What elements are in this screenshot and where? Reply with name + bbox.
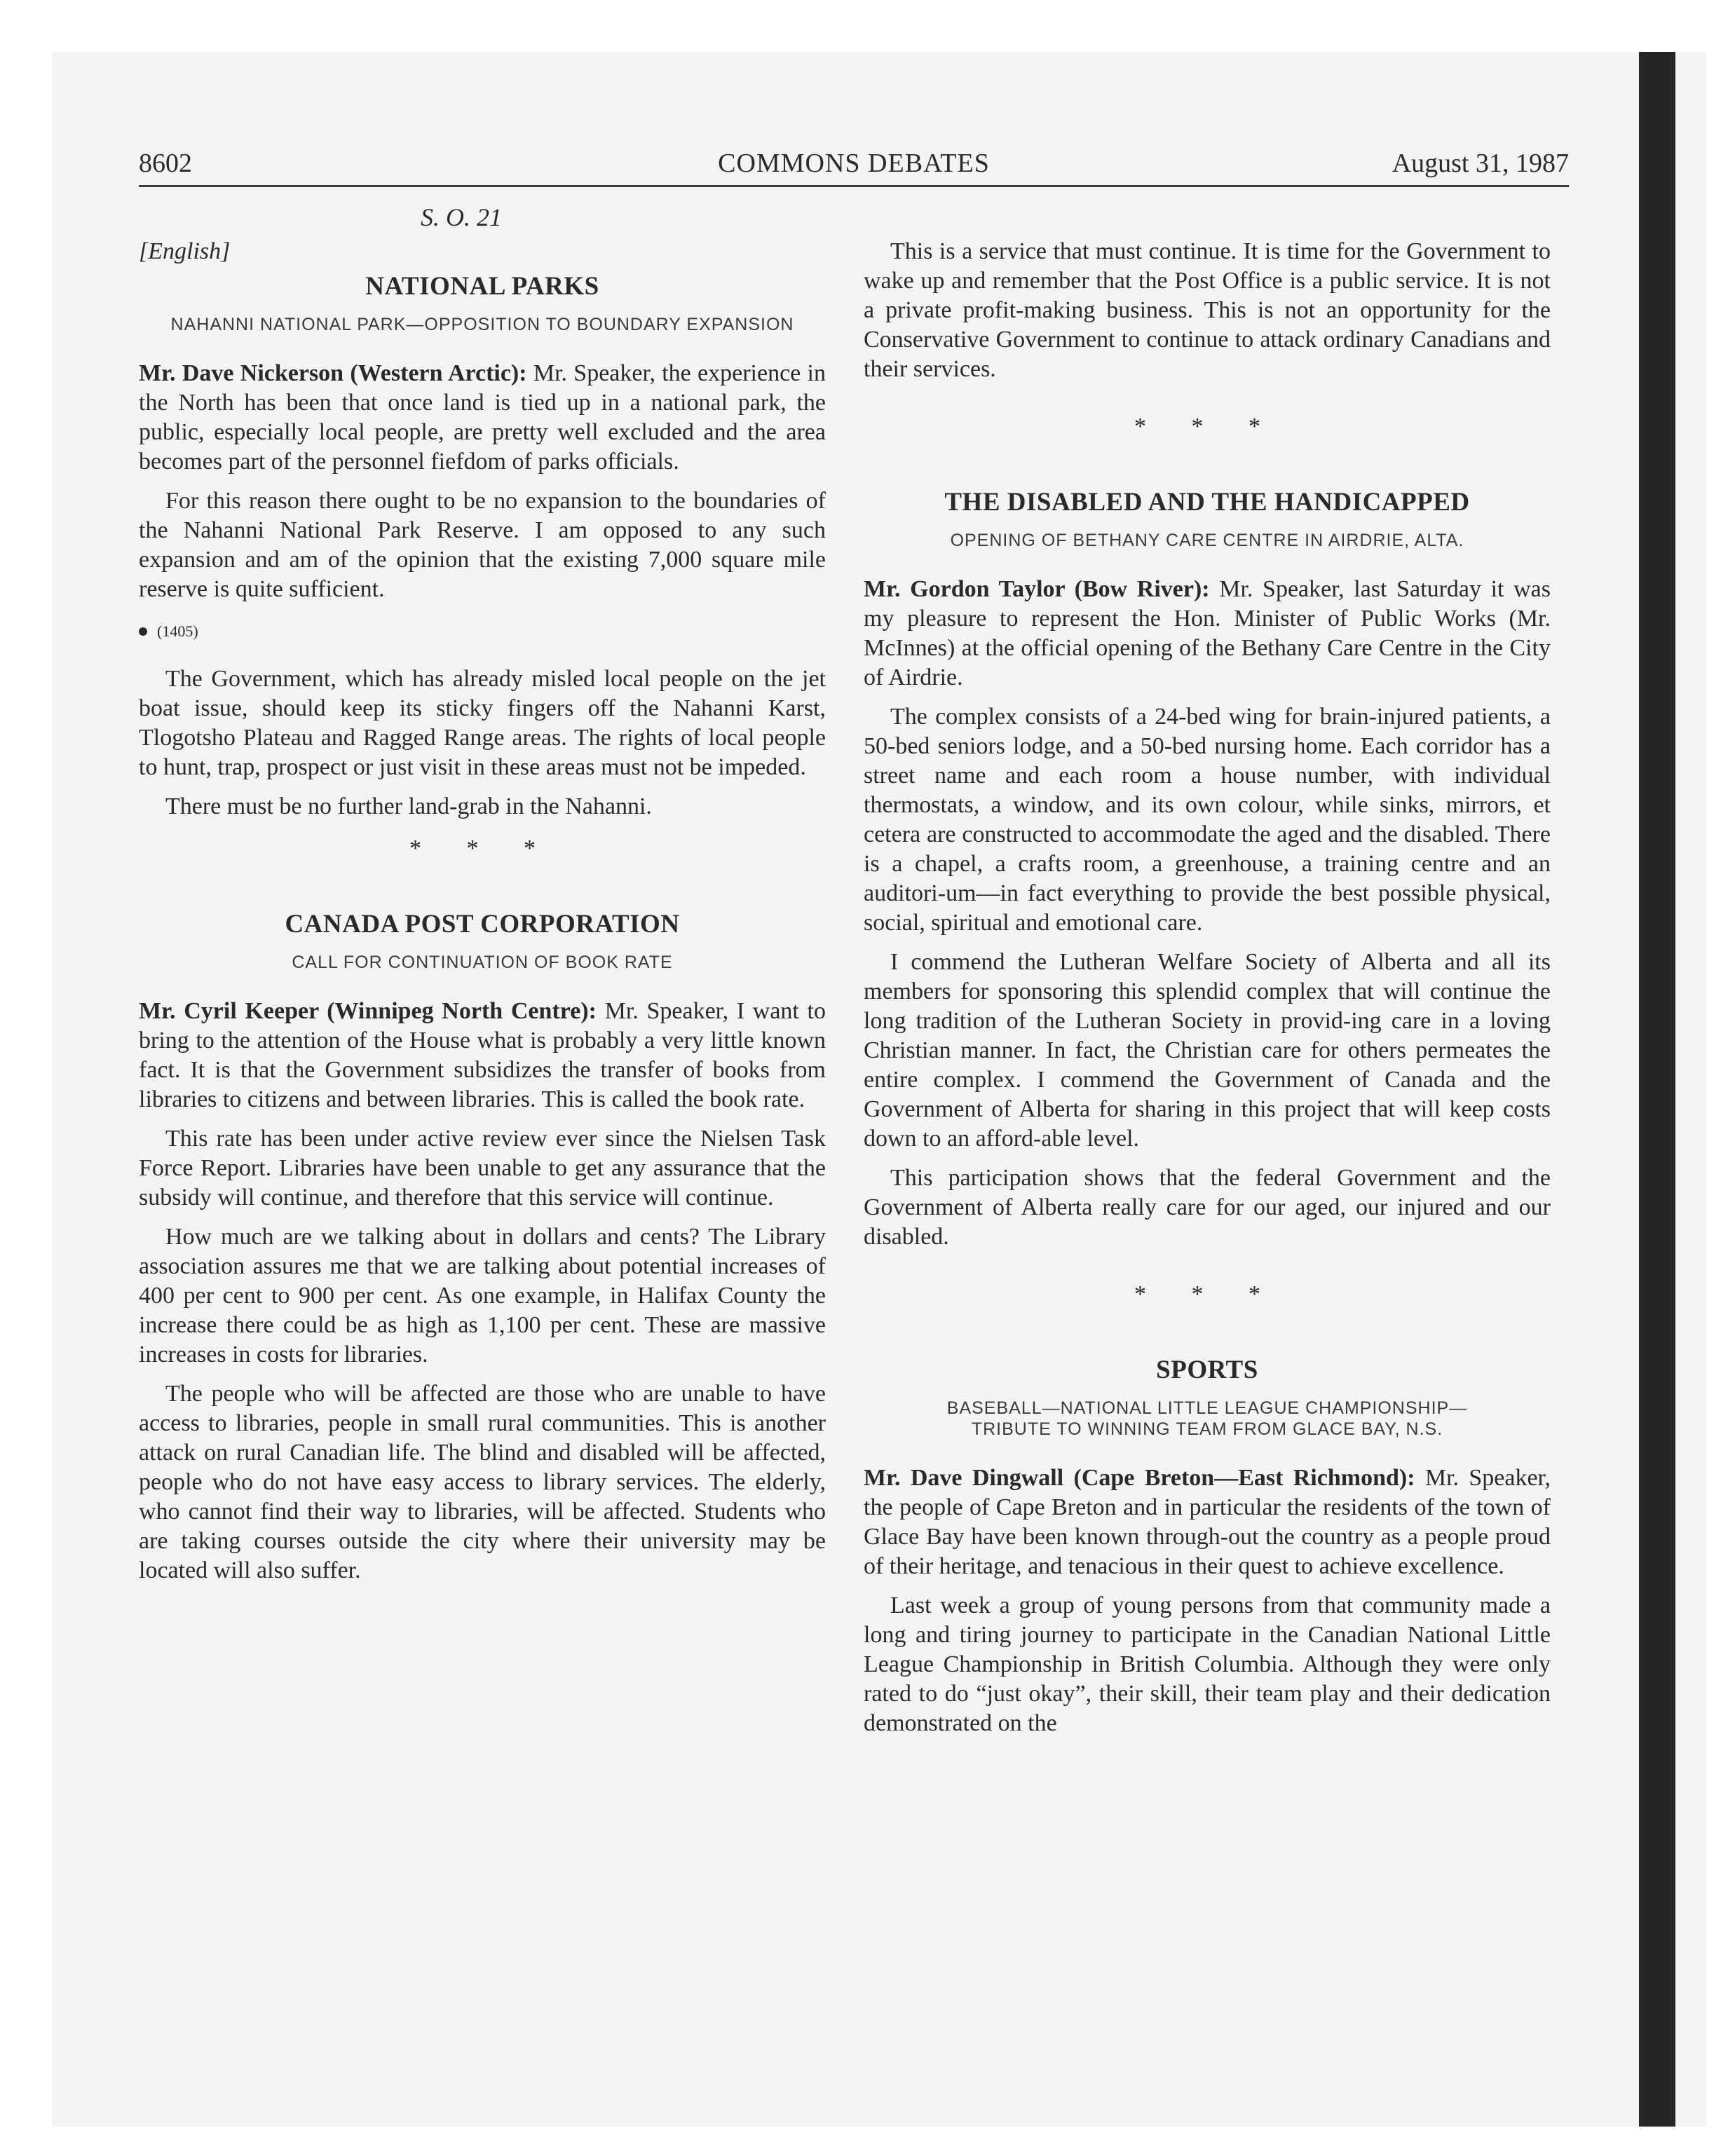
language-label: [English] xyxy=(139,238,231,264)
section-title-disabled: THE DISABLED AND THE HANDICAPPED xyxy=(944,488,1470,517)
section-separator: * * * xyxy=(409,835,555,861)
statement-paragraph xyxy=(864,575,1551,692)
statement-paragraph: How much are we talking about in dollars and cents? The Library association assures me that we are talking about potential increases of 400 per cent to 900 per cent. As one example, in Halifax County the increase there could be as high as 1,100 per cent. These are massive increases in costs for libraries. xyxy=(139,1224,826,1367)
section-title-sports: SPORTS xyxy=(1156,1356,1258,1384)
statement-text: Mr. Speaker, the people of Cape Breton and in particular the residents of the town of Glace Bay have been known through-out the country as a people proud of their heritage, and tenacious in their quest to achieve excellence. xyxy=(864,1465,1551,1579)
statement-paragraph: I commend the Lutheran Welfare Society of Alberta and all its members for sponsoring this splendid complex that will continue the long tradition of the Lutheran Society in provid-ing care in a loving Christian manner. In fact, the Christian care for others permeates the entire complex. I commend the Government of Canada and the Government of Alberta for sharing in this project that will keep costs down to an afford-able level. xyxy=(864,949,1551,1152)
section-subtitle-nahanni: NAHANNI NATIONAL PARK—OPPOSITION TO BOUNDARY EXPANSION xyxy=(170,315,794,334)
statement-paragraph xyxy=(139,359,826,477)
time-marker xyxy=(139,617,826,646)
left-column xyxy=(139,198,826,1595)
statement-paragraph: The Government, which has already misled local people on the jet boat issue, should keep its sticky fingers off the Nahanni Karst, Tlogotsho Plateau and Ragged Range areas. The rights of local people to hunt, trap, prospect or just visit in these areas must not be impeded. xyxy=(139,666,826,780)
time-marker-text: (1405) xyxy=(157,622,198,640)
statement-paragraph: There must be no further land-grab in the Nahanni. xyxy=(165,793,652,819)
statement-paragraph xyxy=(139,997,826,1114)
page-number: 8602 xyxy=(139,149,192,178)
speaker-name: Mr. Gordon Taylor (Bow River): xyxy=(864,576,1210,602)
standing-order-label: S. O. 21 xyxy=(421,203,502,231)
right-column xyxy=(864,198,1551,1748)
section-separator: * * * xyxy=(1134,414,1280,439)
statement-text: Mr. Speaker, I want to bring to the attention of the House what is probably a very little known fact. It is that the Government subsidizes the transfer of books from libraries to citizens and between libraries. This is called the book rate. xyxy=(139,998,826,1112)
section-subtitle-bethany: OPENING OF BETHANY CARE CENTRE IN AIRDRIE, ALTA. xyxy=(950,531,1464,550)
bullet-icon xyxy=(139,627,147,636)
speaker-name: Mr. Dave Nickerson (Western Arctic): xyxy=(139,360,527,386)
publication-title: COMMONS DEBATES xyxy=(718,149,990,178)
subtitle-line: BASEBALL—NATIONAL LITTLE LEAGUE CHAMPIONSHIP— xyxy=(946,1398,1468,1418)
statement-paragraph: This rate has been under active review ever since the Nielsen Task Force Report. Libraries have been unable to get any assurance that the subsidy will continue, and therefore that this service will continue. xyxy=(139,1126,826,1210)
statement-text: Mr. Speaker, last Saturday it was my pleasure to represent the Hon. Minister of Public Works (Mr. McInnes) at the official opening of the Bethany Care Centre in the City of Airdrie. xyxy=(864,576,1551,690)
section-title-national-parks: NATIONAL PARKS xyxy=(365,272,599,301)
scan-edge-shadow xyxy=(1639,52,1675,2127)
statement-text: Mr. Speaker, the experience in the North has been that once land is tied up in a national park, the public, especially local people, are pretty well excluded and the area becomes part of the personnel fiefdom of parks officials. xyxy=(139,360,826,475)
statement-paragraph: This is a service that must continue. It is time for the Government to wake up and remember that the Post Office is a public service. It is not a private profit-making business. This is not an opportunity for the Conservative Government to continue to attack ordinary Canadians and their services. xyxy=(864,238,1551,382)
speaker-name: Mr. Cyril Keeper (Winnipeg North Centre): xyxy=(139,998,597,1024)
statement-paragraph: For this reason there ought to be no expansion to the boundaries of the Nahanni National Park Reserve. I am opposed to any such expansion and am of the opinion that the existing 7,000 square mile reserve is quite sufficient. xyxy=(139,488,826,602)
publication-date: August 31, 1987 xyxy=(1392,149,1569,178)
section-title-canada-post: CANADA POST CORPORATION xyxy=(285,910,680,939)
section-separator: * * * xyxy=(1134,1281,1280,1307)
section-subtitle-book-rate: CALL FOR CONTINUATION OF BOOK RATE xyxy=(292,953,673,972)
statement-paragraph: Last week a group of young persons from that community made a long and tiring journey to participate in the Canadian National Little League Championship in British Columbia. Although they were only rated to do “just okay”, their skill, their team play and their dedication demonstrated on the xyxy=(864,1592,1551,1736)
page-header xyxy=(139,147,1569,187)
statement-paragraph: The people who will be affected are those who are unable to have access to libraries, people in small rural communities. This is another attack on rural Canadian life. The blind and disabled will be affected, people who do not have easy access to library services. The elderly, who cannot find their way to libraries, will be affected. Students who are taking courses outside the city where their university may be located will also suffer. xyxy=(139,1381,826,1583)
subtitle-line: TRIBUTE TO WINNING TEAM FROM GLACE BAY, N.S. xyxy=(971,1419,1443,1439)
statement-paragraph xyxy=(864,1464,1551,1581)
speaker-name: Mr. Dave Dingwall (Cape Breton—East Richmond): xyxy=(864,1465,1415,1491)
statement-paragraph: The complex consists of a 24-bed wing for brain-injured patients, a 50-bed seniors lodge, and a 50-bed nursing home. Each corridor has a street name and each room a house number, with individual thermostats, a window, and its own colour, while sinks, mirrors, et cetera are constructed to accommodate the aged and the disabled. There is a chapel, a crafts room, a greenhouse, a training centre and an auditori-um—in fact everything to provide the best possible physical, social, spiritual and emotional care. xyxy=(864,704,1551,936)
statement-paragraph: This participation shows that the federal Government and the Government of Alberta really care for our aged, our injured and our disabled. xyxy=(864,1165,1551,1250)
section-subtitle-little-league xyxy=(864,1398,1551,1440)
